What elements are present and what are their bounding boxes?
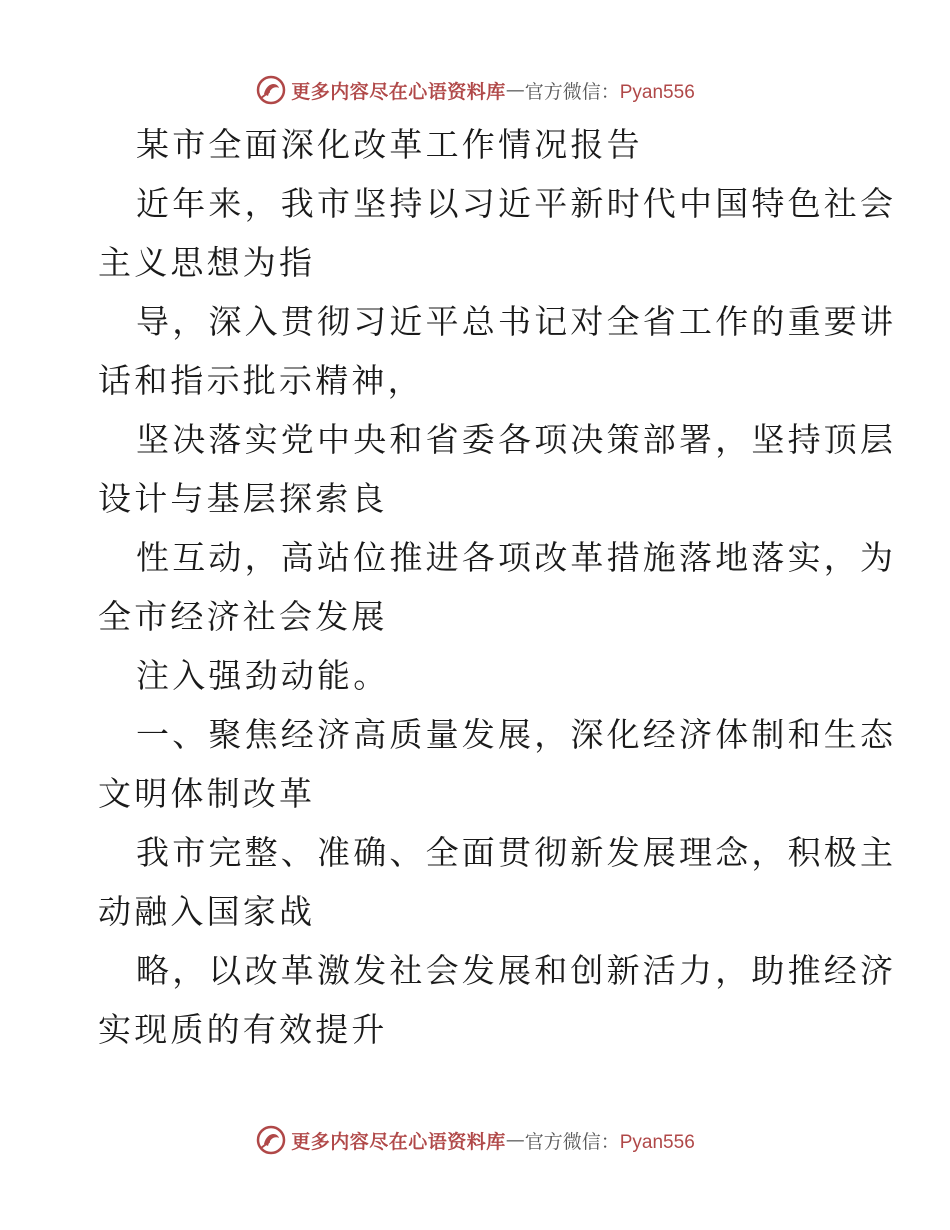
section-heading-continued: 文明体制改革: [98, 774, 316, 813]
swirl-logo-icon: [255, 74, 287, 106]
swirl-logo-icon: [255, 1124, 287, 1156]
paragraph-line: 实现质的有效提升: [98, 1010, 388, 1049]
paragraph-line: 坚决落实党中央和省委各项决策部署，坚持顶层: [136, 420, 897, 459]
watermark-banner-bottom: [0, 1120, 950, 1160]
document-title: 某市全面深化改革工作情况报告: [136, 125, 643, 164]
paragraph-line: 动融入国家战: [98, 892, 316, 931]
document-body: [98, 115, 897, 1059]
paragraph-line: 近年来，我市坚持以习近平新时代中国特色社会: [136, 184, 897, 223]
paragraph-line: 性互动，高站位推进各项改革措施落地落实，为: [136, 538, 897, 577]
section-heading: 一、聚焦经济高质量发展，深化经济体制和生态: [136, 715, 897, 754]
paragraph-line: 全市经济社会发展: [98, 597, 388, 636]
paragraph-line: 话和指示批示精神，: [98, 361, 424, 400]
paragraph-line: 注入强劲动能。: [136, 656, 390, 695]
watermark-contact-label: 官方微信：: [524, 80, 620, 103]
watermark-contact: [525, 77, 695, 104]
watermark-contact: [525, 1127, 695, 1154]
paragraph-line: 略，以改革激发社会发展和创新活力，助推经济: [136, 951, 897, 990]
watermark-contact-label: 官方微信：: [524, 1130, 620, 1153]
paragraph-line: 主义思想为指: [98, 243, 316, 282]
paragraph-line: 设计与基层探索良: [98, 479, 388, 518]
watermark-separator: —: [505, 1129, 525, 1151]
watermark-contact-id: Pyan556: [619, 81, 695, 103]
watermark-contact-id: Pyan556: [619, 1131, 695, 1153]
watermark-banner-top: [0, 70, 950, 110]
paragraph-line: 我市完整、准确、全面贯彻新发展理念，积极主: [136, 833, 897, 872]
paragraph-line: 导，深入贯彻习近平总书记对全省工作的重要讲: [136, 302, 897, 341]
watermark-brand-text: 更多内容尽在心语资料库: [291, 1130, 506, 1153]
watermark-brand-text: 更多内容尽在心语资料库: [291, 80, 506, 103]
watermark-separator: —: [505, 79, 525, 101]
